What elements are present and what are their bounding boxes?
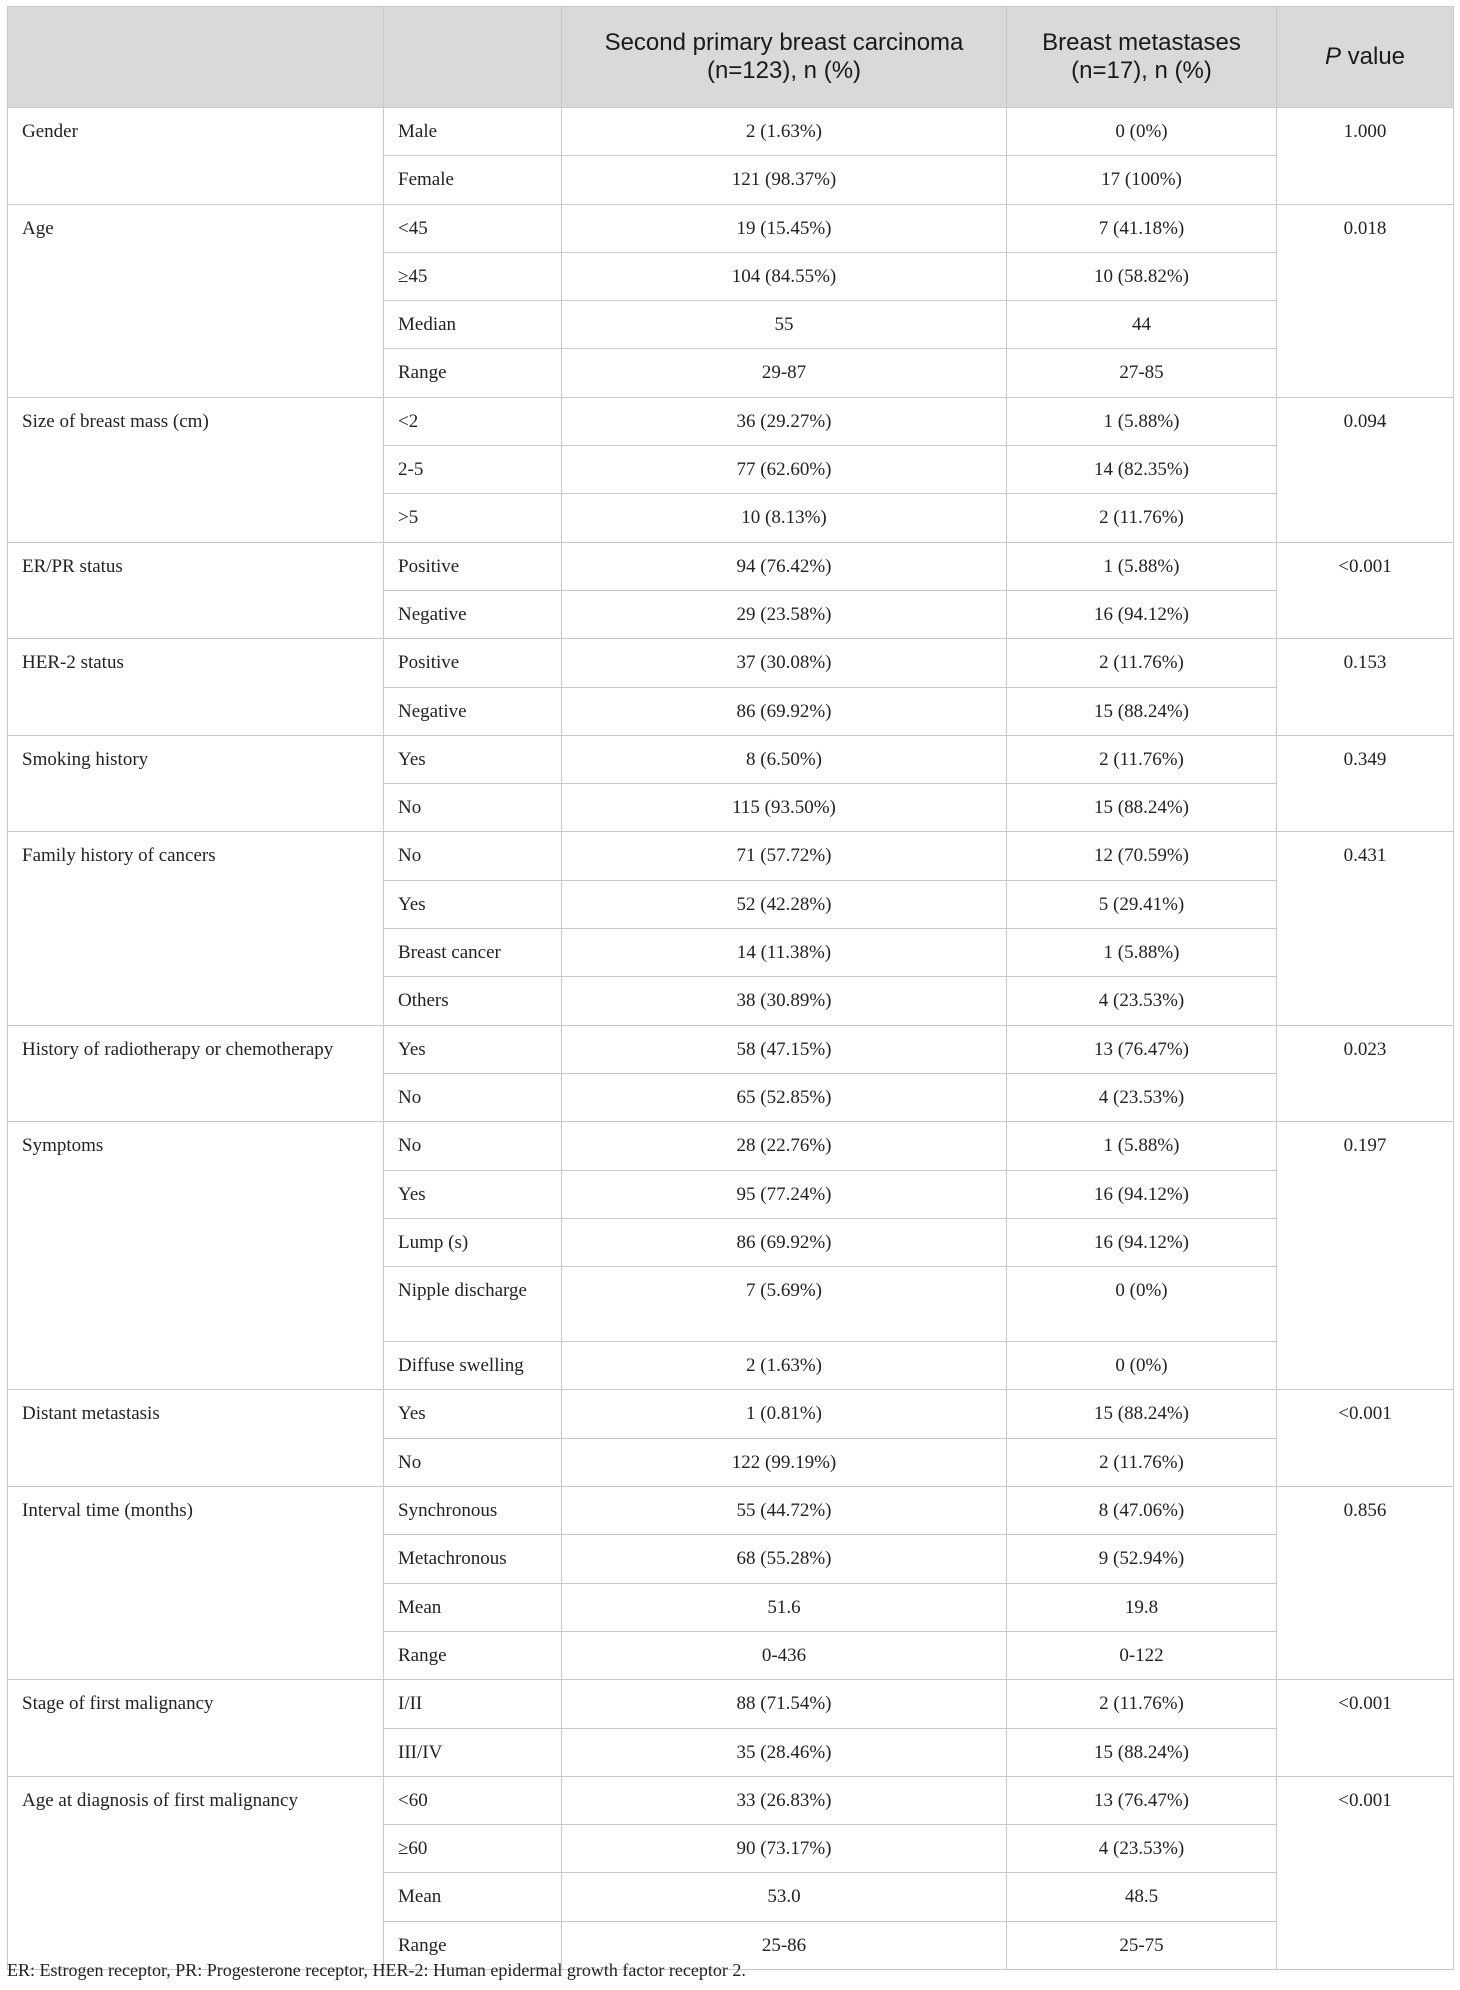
category-cell: Yes bbox=[384, 1390, 562, 1438]
metastases-cell: 13 (76.47%) bbox=[1007, 1025, 1277, 1073]
category-cell: III/IV bbox=[384, 1728, 562, 1776]
metastases-cell: 0 (0%) bbox=[1007, 1342, 1277, 1390]
metastases-cell: 2 (11.76%) bbox=[1007, 735, 1277, 783]
second-primary-cell: 33 (26.83%) bbox=[562, 1776, 1007, 1824]
table-row bbox=[8, 832, 1454, 880]
metastases-cell: 0-122 bbox=[1007, 1631, 1277, 1679]
second-primary-cell: 25-86 bbox=[562, 1921, 1007, 1969]
metastases-cell: 1 (5.88%) bbox=[1007, 929, 1277, 977]
metastases-cell: 44 bbox=[1007, 301, 1277, 349]
second-primary-cell: 115 (93.50%) bbox=[562, 784, 1007, 832]
p-value-cell: 1.000 bbox=[1277, 108, 1454, 205]
second-primary-cell: 28 (22.76%) bbox=[562, 1122, 1007, 1170]
second-primary-cell: 0-436 bbox=[562, 1631, 1007, 1679]
category-cell: <2 bbox=[384, 397, 562, 445]
table-row bbox=[8, 1025, 1454, 1073]
category-cell: Median bbox=[384, 301, 562, 349]
second-primary-cell: 36 (29.27%) bbox=[562, 397, 1007, 445]
metastases-cell: 2 (11.76%) bbox=[1007, 494, 1277, 542]
second-primary-cell: 37 (30.08%) bbox=[562, 639, 1007, 687]
category-cell: Range bbox=[384, 349, 562, 397]
table-row bbox=[8, 1390, 1454, 1438]
table-row bbox=[8, 1776, 1454, 1824]
second-primary-cell: 14 (11.38%) bbox=[562, 929, 1007, 977]
p-value-cell: 0.018 bbox=[1277, 204, 1454, 397]
table-row bbox=[8, 108, 1454, 156]
category-cell: Lump (s) bbox=[384, 1218, 562, 1266]
comparison-table bbox=[7, 6, 1454, 1970]
table-row bbox=[8, 204, 1454, 252]
metastases-cell: 1 (5.88%) bbox=[1007, 397, 1277, 445]
table-row bbox=[8, 542, 1454, 590]
table-body bbox=[8, 108, 1454, 1970]
second-primary-cell: 35 (28.46%) bbox=[562, 1728, 1007, 1776]
second-primary-cell: 68 (55.28%) bbox=[562, 1535, 1007, 1583]
category-cell: No bbox=[384, 784, 562, 832]
metastases-cell: 25-75 bbox=[1007, 1921, 1277, 1969]
variable-cell: Distant metastasis bbox=[8, 1390, 384, 1487]
table-row bbox=[8, 1680, 1454, 1728]
second-primary-cell: 77 (62.60%) bbox=[562, 446, 1007, 494]
second-primary-cell: 38 (30.89%) bbox=[562, 977, 1007, 1025]
category-cell: <60 bbox=[384, 1776, 562, 1824]
category-cell: Metachronous bbox=[384, 1535, 562, 1583]
second-primary-cell: 104 (84.55%) bbox=[562, 252, 1007, 300]
metastases-cell: 4 (23.53%) bbox=[1007, 1825, 1277, 1873]
metastases-cell: 2 (11.76%) bbox=[1007, 639, 1277, 687]
category-cell: No bbox=[384, 1122, 562, 1170]
metastases-cell: 16 (94.12%) bbox=[1007, 590, 1277, 638]
metastases-cell: 4 (23.53%) bbox=[1007, 977, 1277, 1025]
category-cell: Range bbox=[384, 1631, 562, 1679]
category-cell: Positive bbox=[384, 542, 562, 590]
metastases-cell: 1 (5.88%) bbox=[1007, 542, 1277, 590]
header-category bbox=[384, 7, 562, 108]
category-cell: Nipple discharge bbox=[384, 1267, 562, 1342]
second-primary-cell: 19 (15.45%) bbox=[562, 204, 1007, 252]
header-p-value bbox=[1277, 7, 1454, 108]
category-cell: ≥60 bbox=[384, 1825, 562, 1873]
metastases-cell: 2 (11.76%) bbox=[1007, 1680, 1277, 1728]
metastases-cell: 14 (82.35%) bbox=[1007, 446, 1277, 494]
category-cell: Others bbox=[384, 977, 562, 1025]
category-cell: Mean bbox=[384, 1583, 562, 1631]
category-cell: Yes bbox=[384, 880, 562, 928]
second-primary-cell: 53.0 bbox=[562, 1873, 1007, 1921]
category-cell: Breast cancer bbox=[384, 929, 562, 977]
metastases-cell: 17 (100%) bbox=[1007, 156, 1277, 204]
second-primary-cell: 95 (77.24%) bbox=[562, 1170, 1007, 1218]
variable-cell: Gender bbox=[8, 108, 384, 205]
table-container bbox=[7, 6, 1453, 1970]
second-primary-cell: 51.6 bbox=[562, 1583, 1007, 1631]
metastases-cell: 15 (88.24%) bbox=[1007, 1728, 1277, 1776]
metastases-cell: 9 (52.94%) bbox=[1007, 1535, 1277, 1583]
variable-cell: HER-2 status bbox=[8, 639, 384, 736]
metastases-cell: 12 (70.59%) bbox=[1007, 832, 1277, 880]
metastases-cell: 48.5 bbox=[1007, 1873, 1277, 1921]
p-value-cell: <0.001 bbox=[1277, 1680, 1454, 1777]
metastases-cell: 10 (58.82%) bbox=[1007, 252, 1277, 300]
variable-cell: Family history of cancers bbox=[8, 832, 384, 1025]
p-value-cell: <0.001 bbox=[1277, 1776, 1454, 1969]
variable-cell: Size of breast mass (cm) bbox=[8, 397, 384, 542]
header-metastases: Breast metastases (n=17), n (%) bbox=[1007, 7, 1277, 108]
category-cell: I/II bbox=[384, 1680, 562, 1728]
second-primary-cell: 65 (52.85%) bbox=[562, 1073, 1007, 1121]
second-primary-cell: 88 (71.54%) bbox=[562, 1680, 1007, 1728]
second-primary-cell: 10 (8.13%) bbox=[562, 494, 1007, 542]
variable-cell: Stage of first malignancy bbox=[8, 1680, 384, 1777]
variable-cell: Smoking history bbox=[8, 735, 384, 832]
second-primary-cell: 121 (98.37%) bbox=[562, 156, 1007, 204]
category-cell: Diffuse swelling bbox=[384, 1342, 562, 1390]
second-primary-cell: 90 (73.17%) bbox=[562, 1825, 1007, 1873]
table-footnote: ER: Estrogen receptor, PR: Progesterone receptor, HER-2: Human epidermal growth factor receptor 2. bbox=[7, 1960, 746, 1980]
variable-cell: Age at diagnosis of first malignancy bbox=[8, 1776, 384, 1969]
metastases-cell: 15 (88.24%) bbox=[1007, 784, 1277, 832]
variable-cell: Interval time (months) bbox=[8, 1487, 384, 1680]
category-cell: Positive bbox=[384, 639, 562, 687]
table-row bbox=[8, 397, 1454, 445]
table-row bbox=[8, 639, 1454, 687]
category-cell: <45 bbox=[384, 204, 562, 252]
table-row bbox=[8, 1122, 1454, 1170]
variable-cell: History of radiotherapy or chemotherapy bbox=[8, 1025, 384, 1122]
variable-cell: Symptoms bbox=[8, 1122, 384, 1390]
category-cell: Range bbox=[384, 1921, 562, 1969]
second-primary-cell: 86 (69.92%) bbox=[562, 1218, 1007, 1266]
metastases-cell: 0 (0%) bbox=[1007, 108, 1277, 156]
category-cell: 2-5 bbox=[384, 446, 562, 494]
category-cell: Negative bbox=[384, 590, 562, 638]
metastases-cell: 16 (94.12%) bbox=[1007, 1170, 1277, 1218]
header-row bbox=[8, 7, 1454, 108]
metastases-cell: 0 (0%) bbox=[1007, 1267, 1277, 1342]
metastases-cell: 1 (5.88%) bbox=[1007, 1122, 1277, 1170]
category-cell: No bbox=[384, 832, 562, 880]
second-primary-cell: 7 (5.69%) bbox=[562, 1267, 1007, 1342]
p-italic: P bbox=[1324, 43, 1341, 70]
second-primary-cell: 94 (76.42%) bbox=[562, 542, 1007, 590]
table-row bbox=[8, 1487, 1454, 1535]
metastases-cell: 15 (88.24%) bbox=[1007, 687, 1277, 735]
p-value-cell: 0.349 bbox=[1277, 735, 1454, 832]
p-value-cell: 0.197 bbox=[1277, 1122, 1454, 1390]
metastases-cell: 7 (41.18%) bbox=[1007, 204, 1277, 252]
second-primary-cell: 2 (1.63%) bbox=[562, 1342, 1007, 1390]
category-cell: No bbox=[384, 1073, 562, 1121]
second-primary-cell: 71 (57.72%) bbox=[562, 832, 1007, 880]
metastases-cell: 2 (11.76%) bbox=[1007, 1438, 1277, 1486]
variable-cell: Age bbox=[8, 204, 384, 397]
second-primary-cell: 29 (23.58%) bbox=[562, 590, 1007, 638]
header-variable bbox=[8, 7, 384, 108]
second-primary-cell: 58 (47.15%) bbox=[562, 1025, 1007, 1073]
p-value-suffix: value bbox=[1340, 43, 1406, 70]
p-value-cell: 0.094 bbox=[1277, 397, 1454, 542]
metastases-cell: 19.8 bbox=[1007, 1583, 1277, 1631]
category-cell: Yes bbox=[384, 1170, 562, 1218]
second-primary-cell: 52 (42.28%) bbox=[562, 880, 1007, 928]
p-value-cell: <0.001 bbox=[1277, 542, 1454, 639]
variable-cell: ER/PR status bbox=[8, 542, 384, 639]
second-primary-cell: 2 (1.63%) bbox=[562, 108, 1007, 156]
metastases-cell: 4 (23.53%) bbox=[1007, 1073, 1277, 1121]
category-cell: Negative bbox=[384, 687, 562, 735]
second-primary-cell: 1 (0.81%) bbox=[562, 1390, 1007, 1438]
metastases-cell: 5 (29.41%) bbox=[1007, 880, 1277, 928]
category-cell: Female bbox=[384, 156, 562, 204]
metastases-cell: 27-85 bbox=[1007, 349, 1277, 397]
second-primary-cell: 29-87 bbox=[562, 349, 1007, 397]
metastases-cell: 16 (94.12%) bbox=[1007, 1218, 1277, 1266]
category-cell: Mean bbox=[384, 1873, 562, 1921]
second-primary-cell: 8 (6.50%) bbox=[562, 735, 1007, 783]
second-primary-cell: 122 (99.19%) bbox=[562, 1438, 1007, 1486]
table-row bbox=[8, 735, 1454, 783]
metastases-cell: 8 (47.06%) bbox=[1007, 1487, 1277, 1535]
category-cell: Yes bbox=[384, 1025, 562, 1073]
category-cell: ≥45 bbox=[384, 252, 562, 300]
metastases-cell: 15 (88.24%) bbox=[1007, 1390, 1277, 1438]
p-value-cell: 0.023 bbox=[1277, 1025, 1454, 1122]
category-cell: >5 bbox=[384, 494, 562, 542]
second-primary-cell: 55 bbox=[562, 301, 1007, 349]
second-primary-cell: 55 (44.72%) bbox=[562, 1487, 1007, 1535]
second-primary-cell: 86 (69.92%) bbox=[562, 687, 1007, 735]
category-cell: Male bbox=[384, 108, 562, 156]
header-second-primary: Second primary breast carcinoma (n=123), n (%) bbox=[562, 7, 1007, 108]
p-value-cell: <0.001 bbox=[1277, 1390, 1454, 1487]
category-cell: No bbox=[384, 1438, 562, 1486]
metastases-cell: 13 (76.47%) bbox=[1007, 1776, 1277, 1824]
category-cell: Synchronous bbox=[384, 1487, 562, 1535]
p-value-cell: 0.856 bbox=[1277, 1487, 1454, 1680]
p-value-cell: 0.153 bbox=[1277, 639, 1454, 736]
category-cell: Yes bbox=[384, 735, 562, 783]
p-value-cell: 0.431 bbox=[1277, 832, 1454, 1025]
